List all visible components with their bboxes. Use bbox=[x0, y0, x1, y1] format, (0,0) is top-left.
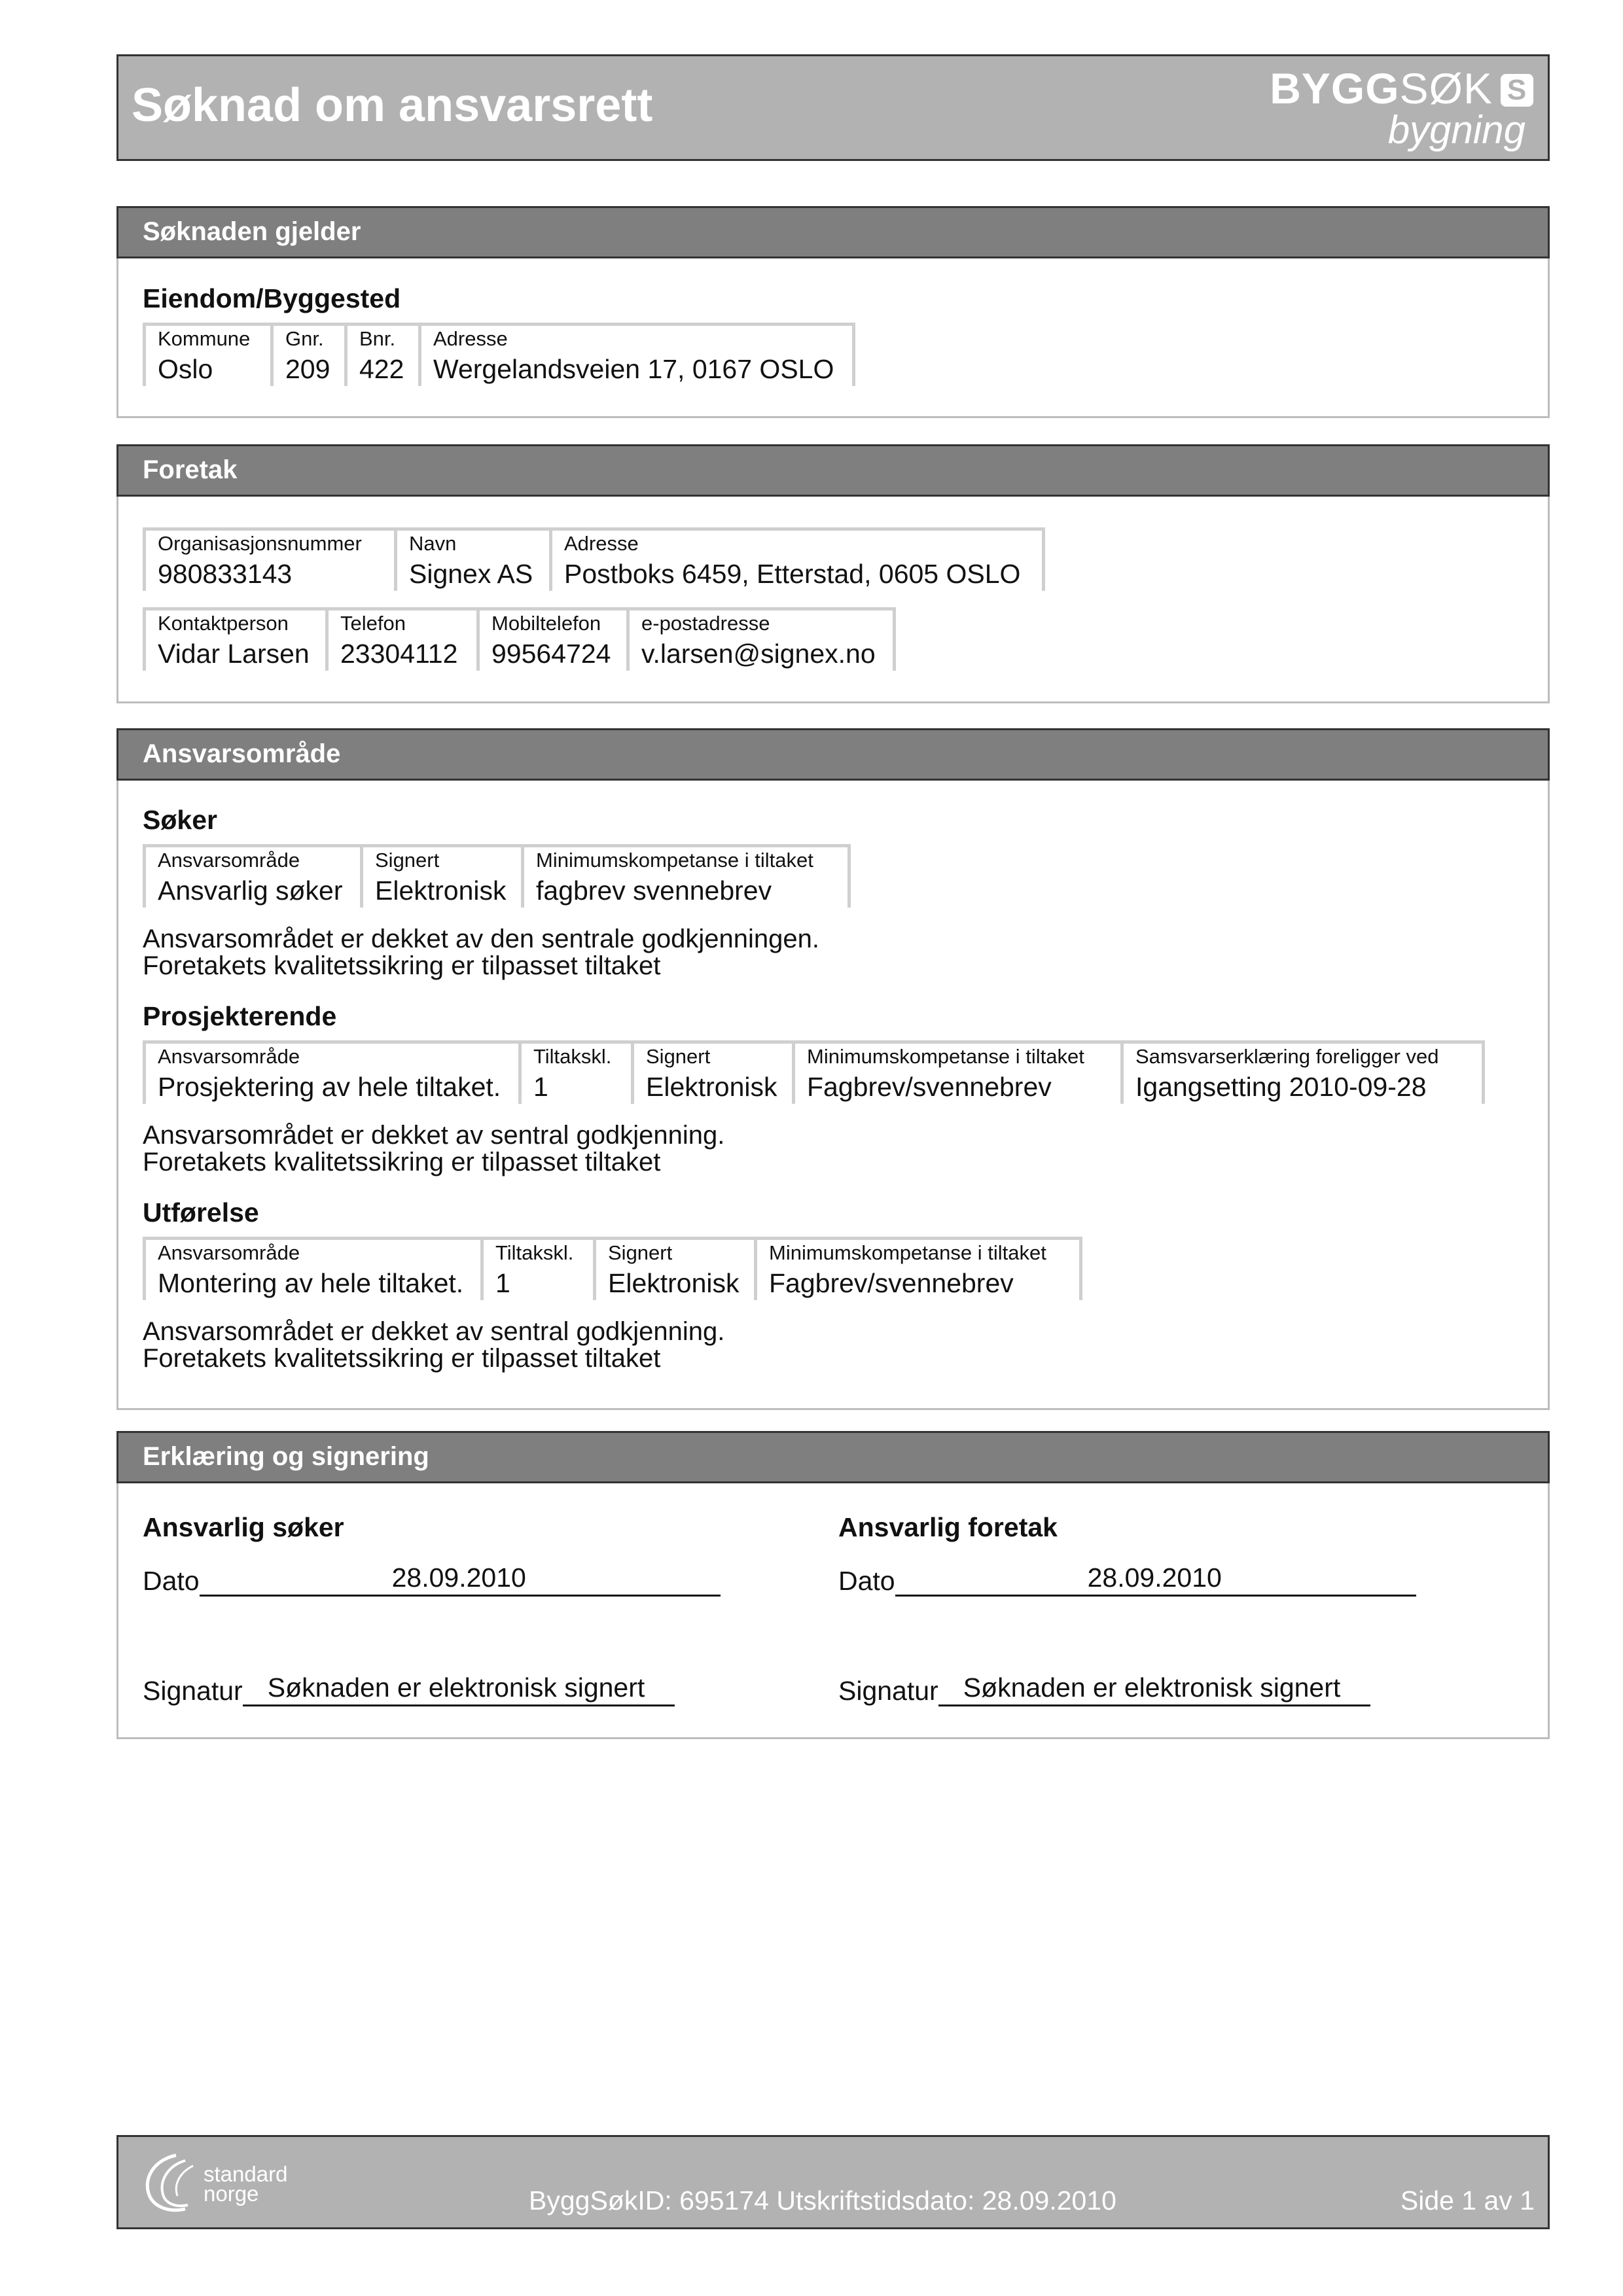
eiendom-fields bbox=[143, 323, 855, 386]
value: Fagbrev/svennebrev bbox=[769, 1268, 1014, 1298]
signatur-label: Signatur bbox=[143, 1676, 243, 1706]
section-header bbox=[116, 1431, 1550, 1483]
prosjekterende-note-2: Foretakets kvalitetssikring er tilpasset tiltaket bbox=[143, 1148, 661, 1176]
field-mobiltelefon bbox=[476, 607, 626, 671]
value: Elektronisk bbox=[608, 1268, 740, 1298]
logo-line-1: standard bbox=[204, 2162, 288, 2186]
prosjekterende-fields bbox=[143, 1040, 1485, 1104]
label: Adresse bbox=[433, 327, 508, 350]
value: 23304112 bbox=[340, 639, 458, 669]
field-telefon bbox=[325, 607, 476, 671]
field-ansvarsomrade bbox=[143, 1237, 480, 1300]
field-adresse bbox=[418, 323, 855, 386]
dato-underline bbox=[895, 1564, 1416, 1597]
brand-thin-text: SØK bbox=[1399, 64, 1493, 113]
label: Samsvarserklæring foreligger ved bbox=[1135, 1045, 1439, 1068]
utforelse-fields bbox=[143, 1237, 1082, 1300]
value: Signex AS bbox=[409, 559, 533, 589]
section-title: Erklæring og signering bbox=[143, 1442, 429, 1471]
value: 980833143 bbox=[158, 559, 293, 589]
dato-value: 28.09.2010 bbox=[391, 1563, 526, 1593]
value: Montering av hele tiltaket. bbox=[158, 1268, 464, 1298]
label: Signert bbox=[375, 849, 440, 872]
dato-label: Dato bbox=[143, 1566, 200, 1596]
subheading-eiendom: Eiendom/Byggested bbox=[143, 283, 401, 313]
section-title: Ansvarsområde bbox=[143, 739, 341, 768]
label: Kommune bbox=[158, 327, 251, 350]
section-title: Søknaden gjelder bbox=[143, 217, 361, 246]
field-ansvarsomrade bbox=[143, 1040, 518, 1104]
soker-note-1: Ansvarsområdet er dekket av den sentrale godkjenningen. bbox=[143, 925, 819, 953]
signatur-underline bbox=[243, 1674, 675, 1706]
standard-norge-text bbox=[204, 2164, 287, 2204]
field-kontaktperson bbox=[143, 607, 325, 671]
field-adresse bbox=[549, 527, 1045, 591]
value: Wergelandsveien 17, 0167 OSLO bbox=[433, 354, 834, 384]
section-title: Foretak bbox=[143, 455, 238, 484]
section-header bbox=[116, 206, 1550, 258]
label: Organisasjonsnummer bbox=[158, 532, 362, 555]
section-foretak bbox=[116, 444, 1550, 703]
dato-label: Dato bbox=[838, 1566, 895, 1596]
signatur-value: Søknaden er elektronisk signert bbox=[267, 1672, 645, 1703]
section-ansvarsomrade bbox=[116, 728, 1550, 1410]
heading-ansvarlig-soker: Ansvarlig søker bbox=[143, 1512, 344, 1542]
footer-bar bbox=[116, 2135, 1550, 2229]
label: Minimumskompetanse i tiltaket bbox=[769, 1241, 1046, 1264]
field-orgnr bbox=[143, 527, 394, 591]
field-gnr bbox=[270, 323, 344, 386]
value: v.larsen@signex.no bbox=[641, 639, 876, 669]
label: e-postadresse bbox=[641, 612, 770, 635]
section-header bbox=[116, 728, 1550, 781]
utforelse-note-1: Ansvarsområdet er dekket av sentral godkjenning. bbox=[143, 1317, 725, 1346]
field-minimumskompetanse bbox=[521, 844, 851, 908]
label: Tiltakskl. bbox=[533, 1045, 612, 1068]
value: 422 bbox=[359, 354, 404, 384]
label: Navn bbox=[409, 532, 457, 555]
field-epost bbox=[626, 607, 896, 671]
heading-ansvarlig-foretak: Ansvarlig foretak bbox=[838, 1512, 1058, 1542]
label: Minimumskompetanse i tiltaket bbox=[807, 1045, 1084, 1068]
section-header bbox=[116, 444, 1550, 497]
field-samsvarserklaering bbox=[1120, 1040, 1485, 1104]
value: Elektronisk bbox=[646, 1072, 777, 1102]
signatur-label: Signatur bbox=[838, 1676, 938, 1706]
title-banner bbox=[116, 54, 1550, 161]
value: 99564724 bbox=[491, 639, 611, 669]
label: Ansvarsområde bbox=[158, 849, 300, 872]
subheading-soker: Søker bbox=[143, 805, 217, 835]
soker-fields bbox=[143, 844, 851, 908]
section-erklaering bbox=[116, 1431, 1550, 1739]
value: 209 bbox=[285, 354, 330, 384]
label: Gnr. bbox=[285, 327, 324, 350]
signatur-value: Søknaden er elektronisk signert bbox=[963, 1672, 1341, 1703]
dato-value: 28.09.2010 bbox=[1087, 1563, 1222, 1593]
signatur-line-soker bbox=[143, 1674, 675, 1706]
label: Bnr. bbox=[359, 327, 396, 350]
label: Signert bbox=[646, 1045, 711, 1068]
dato-underline bbox=[200, 1564, 721, 1597]
value: Prosjektering av hele tiltaket. bbox=[158, 1072, 501, 1102]
field-navn bbox=[394, 527, 549, 591]
field-minimumskompetanse bbox=[792, 1040, 1120, 1104]
signatur-underline bbox=[938, 1674, 1370, 1706]
utforelse-note-2: Foretakets kvalitetssikring er tilpasset tiltaket bbox=[143, 1344, 661, 1373]
value: Igangsetting 2010-09-28 bbox=[1135, 1072, 1427, 1102]
logo-line-2: norge bbox=[204, 2181, 259, 2206]
brand-s-icon: S bbox=[1501, 74, 1533, 107]
value: Fagbrev/svennebrev bbox=[807, 1072, 1052, 1102]
field-ansvarsomrade bbox=[143, 844, 360, 908]
value: Postboks 6459, Etterstad, 0605 OSLO bbox=[564, 559, 1021, 589]
label: Mobiltelefon bbox=[491, 612, 601, 635]
page-number: Side 1 av 1 bbox=[1400, 2185, 1535, 2216]
field-signert bbox=[360, 844, 521, 908]
byggsok-id-text: ByggSøkID: 695174 Utskriftstidsdato: 28.09.2010 bbox=[529, 2185, 1116, 2216]
value: Oslo bbox=[158, 354, 213, 384]
soker-note-2: Foretakets kvalitetssikring er tilpasset tiltaket bbox=[143, 951, 661, 980]
label: Ansvarsområde bbox=[158, 1241, 300, 1264]
value: Vidar Larsen bbox=[158, 639, 310, 669]
value: fagbrev svennebrev bbox=[536, 875, 772, 906]
label: Telefon bbox=[340, 612, 406, 635]
value: 1 bbox=[533, 1072, 548, 1102]
field-signert bbox=[593, 1237, 754, 1300]
field-tiltakskl bbox=[480, 1237, 593, 1300]
subheading-prosjekterende: Prosjekterende bbox=[143, 1001, 337, 1031]
label: Adresse bbox=[564, 532, 639, 555]
foretak-fields-row1 bbox=[143, 527, 1045, 591]
dato-line-foretak bbox=[838, 1564, 1416, 1597]
section-soknaden-gjelder bbox=[116, 206, 1550, 418]
label: Ansvarsområde bbox=[158, 1045, 300, 1068]
field-kommune bbox=[143, 323, 270, 386]
label: Signert bbox=[608, 1241, 673, 1264]
field-tiltakskl bbox=[518, 1040, 631, 1104]
label: Tiltakskl. bbox=[495, 1241, 574, 1264]
label: Kontaktperson bbox=[158, 612, 289, 635]
value: Ansvarlig søker bbox=[158, 875, 343, 906]
signatur-line-foretak bbox=[838, 1674, 1370, 1706]
label: Minimumskompetanse i tiltaket bbox=[536, 849, 813, 872]
foretak-fields-row2 bbox=[143, 607, 896, 671]
field-signert bbox=[631, 1040, 792, 1104]
field-minimumskompetanse bbox=[754, 1237, 1082, 1300]
dato-line-soker bbox=[143, 1564, 721, 1597]
field-bnr bbox=[344, 323, 418, 386]
page-title: Søknad om ansvarsrett bbox=[132, 79, 653, 132]
prosjekterende-note-1: Ansvarsområdet er dekket av sentral godkjenning. bbox=[143, 1121, 725, 1150]
byggsok-logo bbox=[1270, 64, 1533, 152]
value: 1 bbox=[495, 1268, 510, 1298]
brand-subtitle: bygning bbox=[1387, 108, 1525, 152]
value: Elektronisk bbox=[375, 875, 507, 906]
brand-bold-text: BYGG bbox=[1270, 64, 1400, 113]
subheading-utforelse: Utførelse bbox=[143, 1197, 259, 1227]
